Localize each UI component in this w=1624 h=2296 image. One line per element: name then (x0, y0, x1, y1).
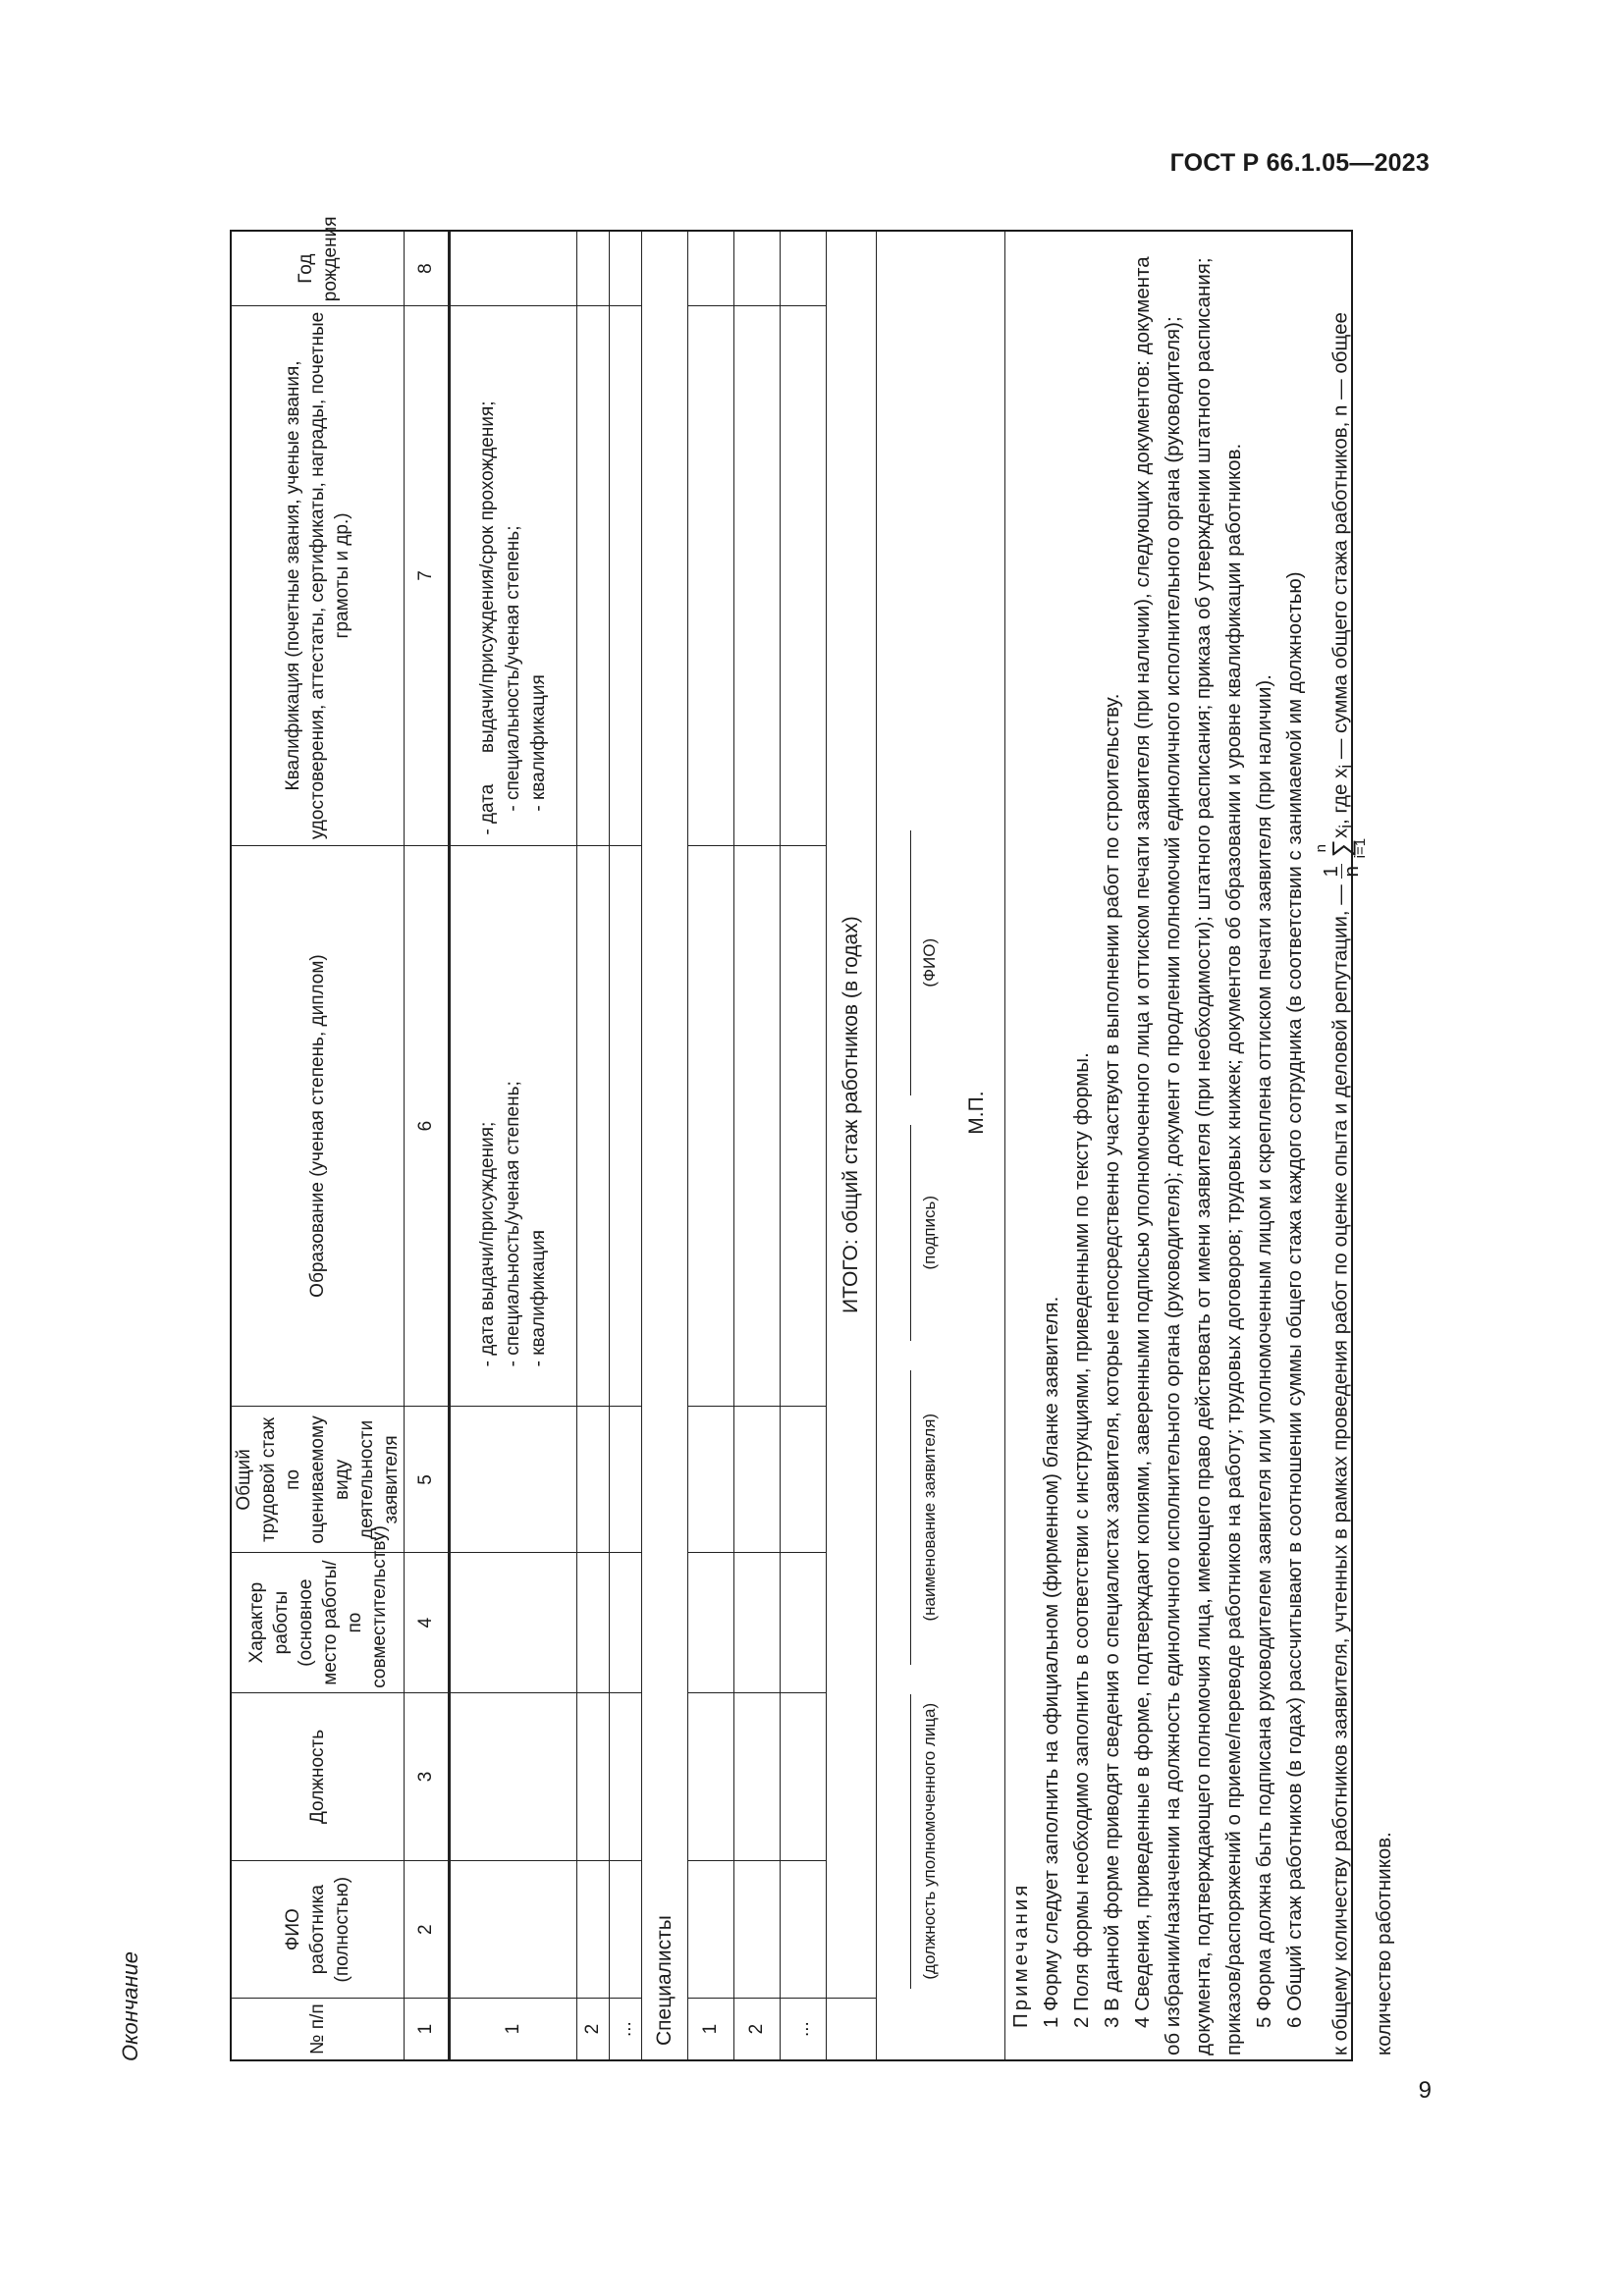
row-number: 1 (450, 1999, 577, 2059)
qualification-cell (450, 306, 577, 845)
section-row (642, 232, 688, 2059)
row-number: 2 (734, 1999, 781, 2059)
col-number: 5 (405, 1407, 450, 1553)
qualification-line: - дата выдачи/присуждения/срок прохождения; (477, 400, 498, 835)
name-label: (ФИО) (920, 937, 939, 988)
col-header: Год рождения (232, 232, 405, 306)
note-item: 6 Общий стаж работников (в годах) рассчитывают в соотношении суммы общего стажа каждого сотрудника (в соответствии с занимаемой им должностью) (1283, 571, 1306, 2028)
landscape-content (108, 216, 1395, 2061)
signature-label: (подпись) (920, 1195, 939, 1270)
col-number: 4 (405, 1553, 450, 1692)
table-row (610, 232, 642, 2059)
signature-line (910, 1125, 911, 1341)
col-header: Образование (ученая степень, диплом) (232, 845, 405, 1407)
note-item: 2 Поля формы необходимо заполнить в соответствии с инструкциями, приведенными по тексту формы. (1070, 1052, 1093, 2028)
signature-row (877, 232, 1005, 2059)
col-number: 8 (405, 232, 450, 306)
header-row (232, 232, 405, 2059)
qualification-line: - квалификация (528, 674, 549, 812)
notes-title: Примечания (1009, 1882, 1032, 2028)
document-code: ГОСТ Р 66.1.05—2023 (1169, 149, 1430, 177)
staff-table (232, 216, 1399, 2059)
formula-sum: n ∑ i=1 (1313, 837, 1369, 859)
total-row (827, 232, 877, 2059)
note-item: 3 В данной форме приводят сведения о специалистах заявителя, которые непосредственно участвуют в выполнении работ по строительству. (1101, 693, 1123, 2028)
formula-term: x (1328, 828, 1352, 838)
position-label: (должность уполномоченного лица) (920, 1702, 939, 1980)
table-row (734, 232, 781, 2059)
row-number: 1 (688, 1999, 734, 2059)
position-line (910, 1694, 911, 1989)
education-line: - специальность/ученая степень; (503, 1081, 523, 1367)
col-number: 2 (405, 1861, 450, 1999)
signature-block (877, 232, 1004, 1999)
note-item: 1 Форму следует заполнить на официальном (фирменном) бланке заявителя. (1040, 1296, 1062, 2028)
applicant-line (910, 1370, 911, 1665)
col-header: Характер работы (основное место работы/ по совместительству) (232, 1553, 405, 1692)
note-item: 5 Форма должна быть подписана руководителем заявителя или уполномоченным лицом и скреплена оттиском печати заявителя (при наличии). (1253, 674, 1275, 2028)
qualification-line: - специальность/ученая степень; (503, 525, 523, 812)
education-line: - квалификация (528, 1229, 549, 1367)
continuation-text: к общему количеству работников заявителя, учтенных в рамках проведения работ по оценке опыта и деловой репутации, — (1328, 884, 1352, 2056)
col-number: 3 (405, 1692, 450, 1860)
education-cell (450, 845, 577, 1407)
col-number: 1 (405, 1999, 450, 2059)
table-row (781, 232, 827, 2059)
name-line (910, 830, 911, 1095)
row-number: 2 (577, 1999, 610, 2059)
notes-row (1005, 232, 1400, 2059)
note-continuation: к общему количеству работников заявителя, учтенных в рамках проведения работ по оценке опыта и деловой репутации, — 1 n n ∑ i=1 $x_i$, где $x_i$ — сумма общего стажа работников, n — общее количество работников. (1313, 312, 1395, 2056)
column-number-row (405, 232, 450, 2059)
col-number: 6 (405, 845, 450, 1407)
total-label: ИТОГО: общий стаж работников (в годах) (827, 232, 877, 1999)
col-header: Квалификация (почетные звания, ученые звания, удостоверения, аттестаты, сертификаты, награды, почетные грамоты и др.) (232, 306, 405, 845)
col-header: Должность (232, 1692, 405, 1860)
applicant-label: (наименование заявителя) (920, 1413, 939, 1622)
table-caption: Окончание (118, 1950, 142, 2061)
col-header: № п/п (232, 1999, 405, 2059)
education-line: - дата выдачи/присуждения; (477, 1121, 498, 1367)
table-row (688, 232, 734, 2059)
stamp-label: М.П. (965, 1091, 988, 1135)
section-title: Специалисты (642, 232, 688, 2059)
formula-fraction: 1 n (1319, 866, 1363, 878)
col-number: 7 (405, 306, 450, 845)
table-row (577, 232, 610, 2059)
row-number: ... (610, 1999, 642, 2059)
col-header: ФИО работника (полностью) (232, 1861, 405, 1999)
note-item: 4 Сведения, приведенные в форме, подтверждают копиями, заверенными подписью уполномоченного лица и оттиском печати заявителя (при наличии), следующих документов: документа об избрании/назначении на должность единоличного исполнительного органа (руководителя); документ о продлении полномочий единоличного исполнительного органа (руководителя); документа, подтверждающего полномочия лица, имеющего право действовать от имени заявителя (при необходимости); штатного расписания; приказа об утверждении штатного расписания; приказов/распоряжений о приеме/переводе работников на работу; трудовых договоров; трудовых книжек; документов об образовании и уровне квалификации работников. (1131, 256, 1245, 2056)
col-header: Общий трудовой стаж по оцениваемому виду деятельности заявителя (232, 1407, 405, 1553)
page-number: 9 (1418, 2077, 1432, 2104)
row-number: ... (781, 1999, 827, 2059)
notes (1005, 232, 1400, 2059)
form-sheet (230, 216, 1395, 2061)
table-row (450, 232, 577, 2059)
